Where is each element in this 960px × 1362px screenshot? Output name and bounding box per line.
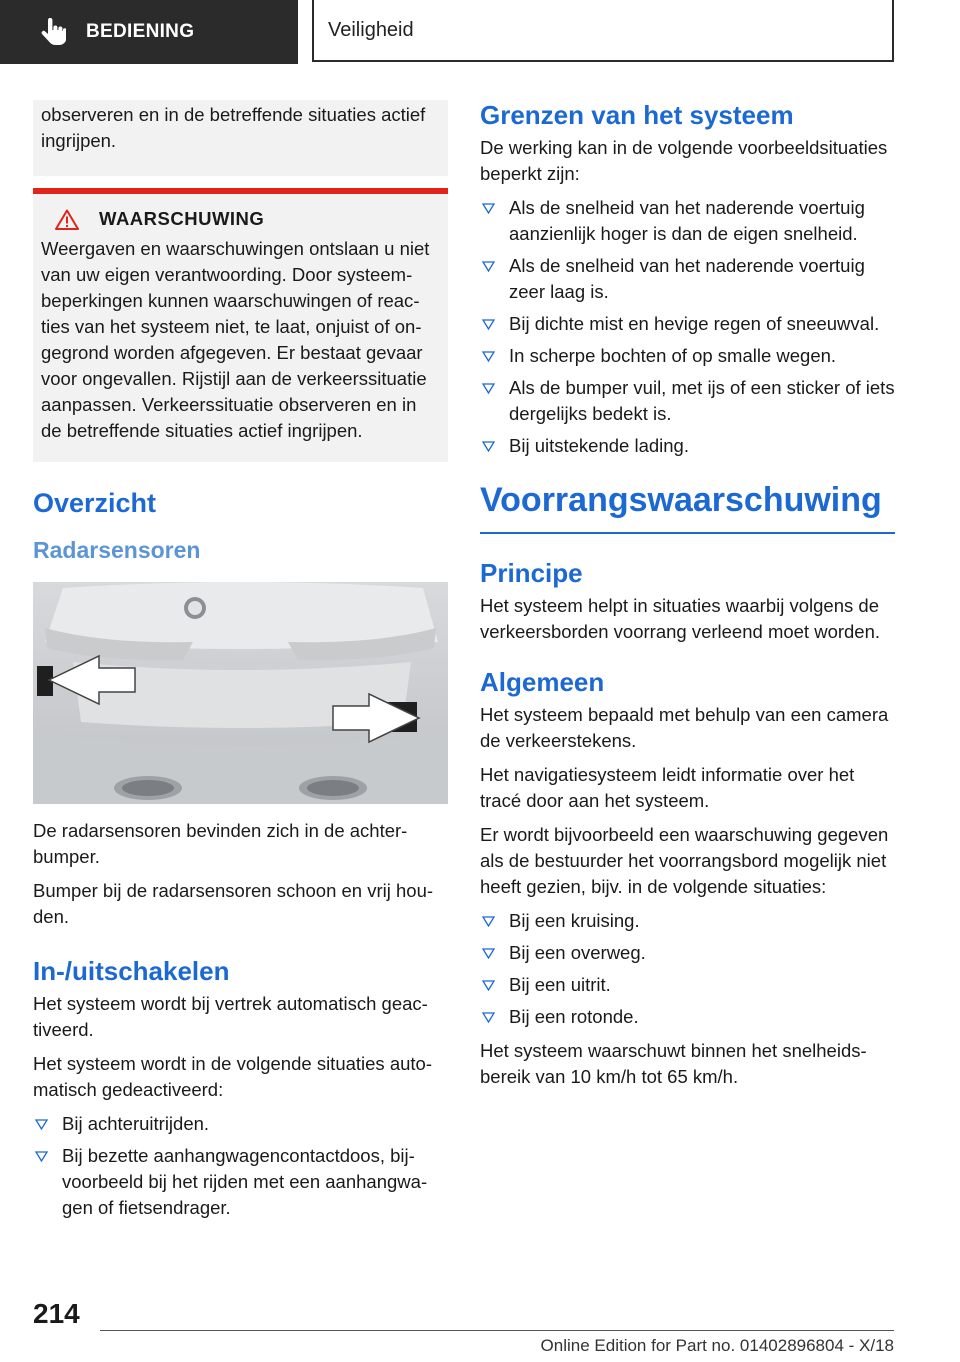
warning-title: WAARSCHUWING xyxy=(99,208,265,229)
list-item: Als de snelheid van het naderende voertuig zeer laag is. xyxy=(480,253,895,305)
bullet-triangle-icon xyxy=(35,1151,48,1162)
list-item: Als de snelheid van het naderende voertuig aanzienlijk hoger is dan de eigen snelheid. xyxy=(480,195,895,247)
warning-header xyxy=(41,208,440,230)
warning-triangle-icon xyxy=(55,209,79,230)
list-item: Bij achteruitrijden. xyxy=(33,1111,448,1137)
edition-text: Online Edition for Part no. 01402896804 - X/18 xyxy=(540,1336,894,1355)
principe-text: Het systeem helpt in situaties waarbij volgens de verkeersborden voorrang verleend moet worden. xyxy=(480,595,881,642)
algemeen-text-2: Het navigatiesysteem leidt informatie over het tracé door aan het systeem. xyxy=(480,764,855,811)
list-item: Bij een overweg. xyxy=(480,940,895,966)
list-item: Bij een kruising. xyxy=(480,908,895,934)
principe-heading: Principe xyxy=(480,558,583,588)
inuitschakelen-heading: In-/uitschakelen xyxy=(33,956,230,986)
footer-divider xyxy=(100,1330,894,1331)
overzicht-heading: Overzicht xyxy=(33,488,157,518)
section-title: BEDIENING xyxy=(86,21,195,42)
algemeen-list xyxy=(480,908,895,1030)
activation-text: Het systeem wordt bij vertrek automatisch geactiveerd. xyxy=(33,993,428,1040)
chapter-title: Veiligheid xyxy=(328,18,414,41)
radar-clean-text: Bumper bij de radarsensoren schoon en vrij houden. xyxy=(33,880,434,927)
car-rear-radar-image xyxy=(33,582,448,804)
continuation-text: observeren en in de betreffende situaties actief ingrijpen. xyxy=(41,104,426,151)
algemeen-heading: Algemeen xyxy=(480,667,605,697)
warning-continuation xyxy=(33,100,448,176)
list-item: Bij een uitrit. xyxy=(480,972,895,998)
warning-box xyxy=(33,188,448,462)
section-tab xyxy=(0,0,298,64)
grenzen-list xyxy=(480,195,895,459)
bullet-triangle-icon xyxy=(482,1012,495,1023)
list-item: Bij dichte mist en hevige regen of sneeuwval. xyxy=(480,311,895,337)
radar-location-text: De radarsensoren bevinden zich in de achterbumper. xyxy=(33,820,408,867)
bullet-triangle-icon xyxy=(482,383,495,394)
grenzen-intro: De werking kan in de volgende voorbeeldsituaties beperkt zijn: xyxy=(480,137,888,184)
hand-pointer-icon xyxy=(40,18,66,46)
algemeen-text-1: Het systeem bepaald met behulp van een camera de verkeerstekens. xyxy=(480,704,889,751)
right-column xyxy=(480,100,895,1098)
warning-text: Weergaven en waarschuwingen ontslaan u niet van uw eigen verantwoording. Door systeembeperkingen kunnen waarschuwingen of reacties van het systeem niet, te laat, onjuist of ongegrond worden afgegeven. Er bestaat gevaar voor ongevallen. Rijstijl aan de verkeerssituatie aanpassen. Verkeerssituatie observeren en in de betreffende situaties actief ingrijpen. xyxy=(41,238,430,441)
bullet-triangle-icon xyxy=(482,351,495,362)
grenzen-heading: Grenzen van het systeem xyxy=(480,100,794,130)
chapter-tab xyxy=(312,0,894,62)
list-item: Bij bezette aanhangwagencontactdoos, bijvoorbeeld bij het rijden met een aanhangwagen of fietsendrager. xyxy=(33,1143,448,1221)
deactivation-intro: Het systeem wordt in de volgende situaties automatisch gedeactiveerd: xyxy=(33,1053,432,1100)
list-item: Als de bumper vuil, met ijs of een sticker of iets dergelijks bedekt is. xyxy=(480,375,895,427)
bullet-triangle-icon xyxy=(482,441,495,452)
list-item: Bij uitstekende lading. xyxy=(480,433,895,459)
radarsensoren-heading: Radarsensoren xyxy=(33,537,201,563)
voorrangswaarschuwing-heading: Voorrangswaarschuwing xyxy=(480,481,895,534)
deactivation-list xyxy=(33,1111,448,1221)
bullet-triangle-icon xyxy=(482,261,495,272)
bullet-triangle-icon xyxy=(482,948,495,959)
bullet-triangle-icon xyxy=(482,980,495,991)
bullet-triangle-icon xyxy=(35,1119,48,1130)
list-item: In scherpe bochten of op smalle wegen. xyxy=(480,343,895,369)
list-item: Bij een rotonde. xyxy=(480,1004,895,1030)
page-number: 214 xyxy=(33,1298,80,1329)
bullet-triangle-icon xyxy=(482,916,495,927)
bullet-triangle-icon xyxy=(482,319,495,330)
algemeen-text-4: Het systeem waarschuwt binnen het snelheidsbereik van 10 km/h tot 65 km/h. xyxy=(480,1040,867,1087)
bullet-triangle-icon xyxy=(482,203,495,214)
algemeen-text-3: Er wordt bijvoorbeeld een waarschuwing gegeven als de bestuurder het voorrangsbord mogelijk niet heeft gezien, bijv. in de volgende situaties: xyxy=(480,824,889,897)
left-column xyxy=(33,100,448,1229)
